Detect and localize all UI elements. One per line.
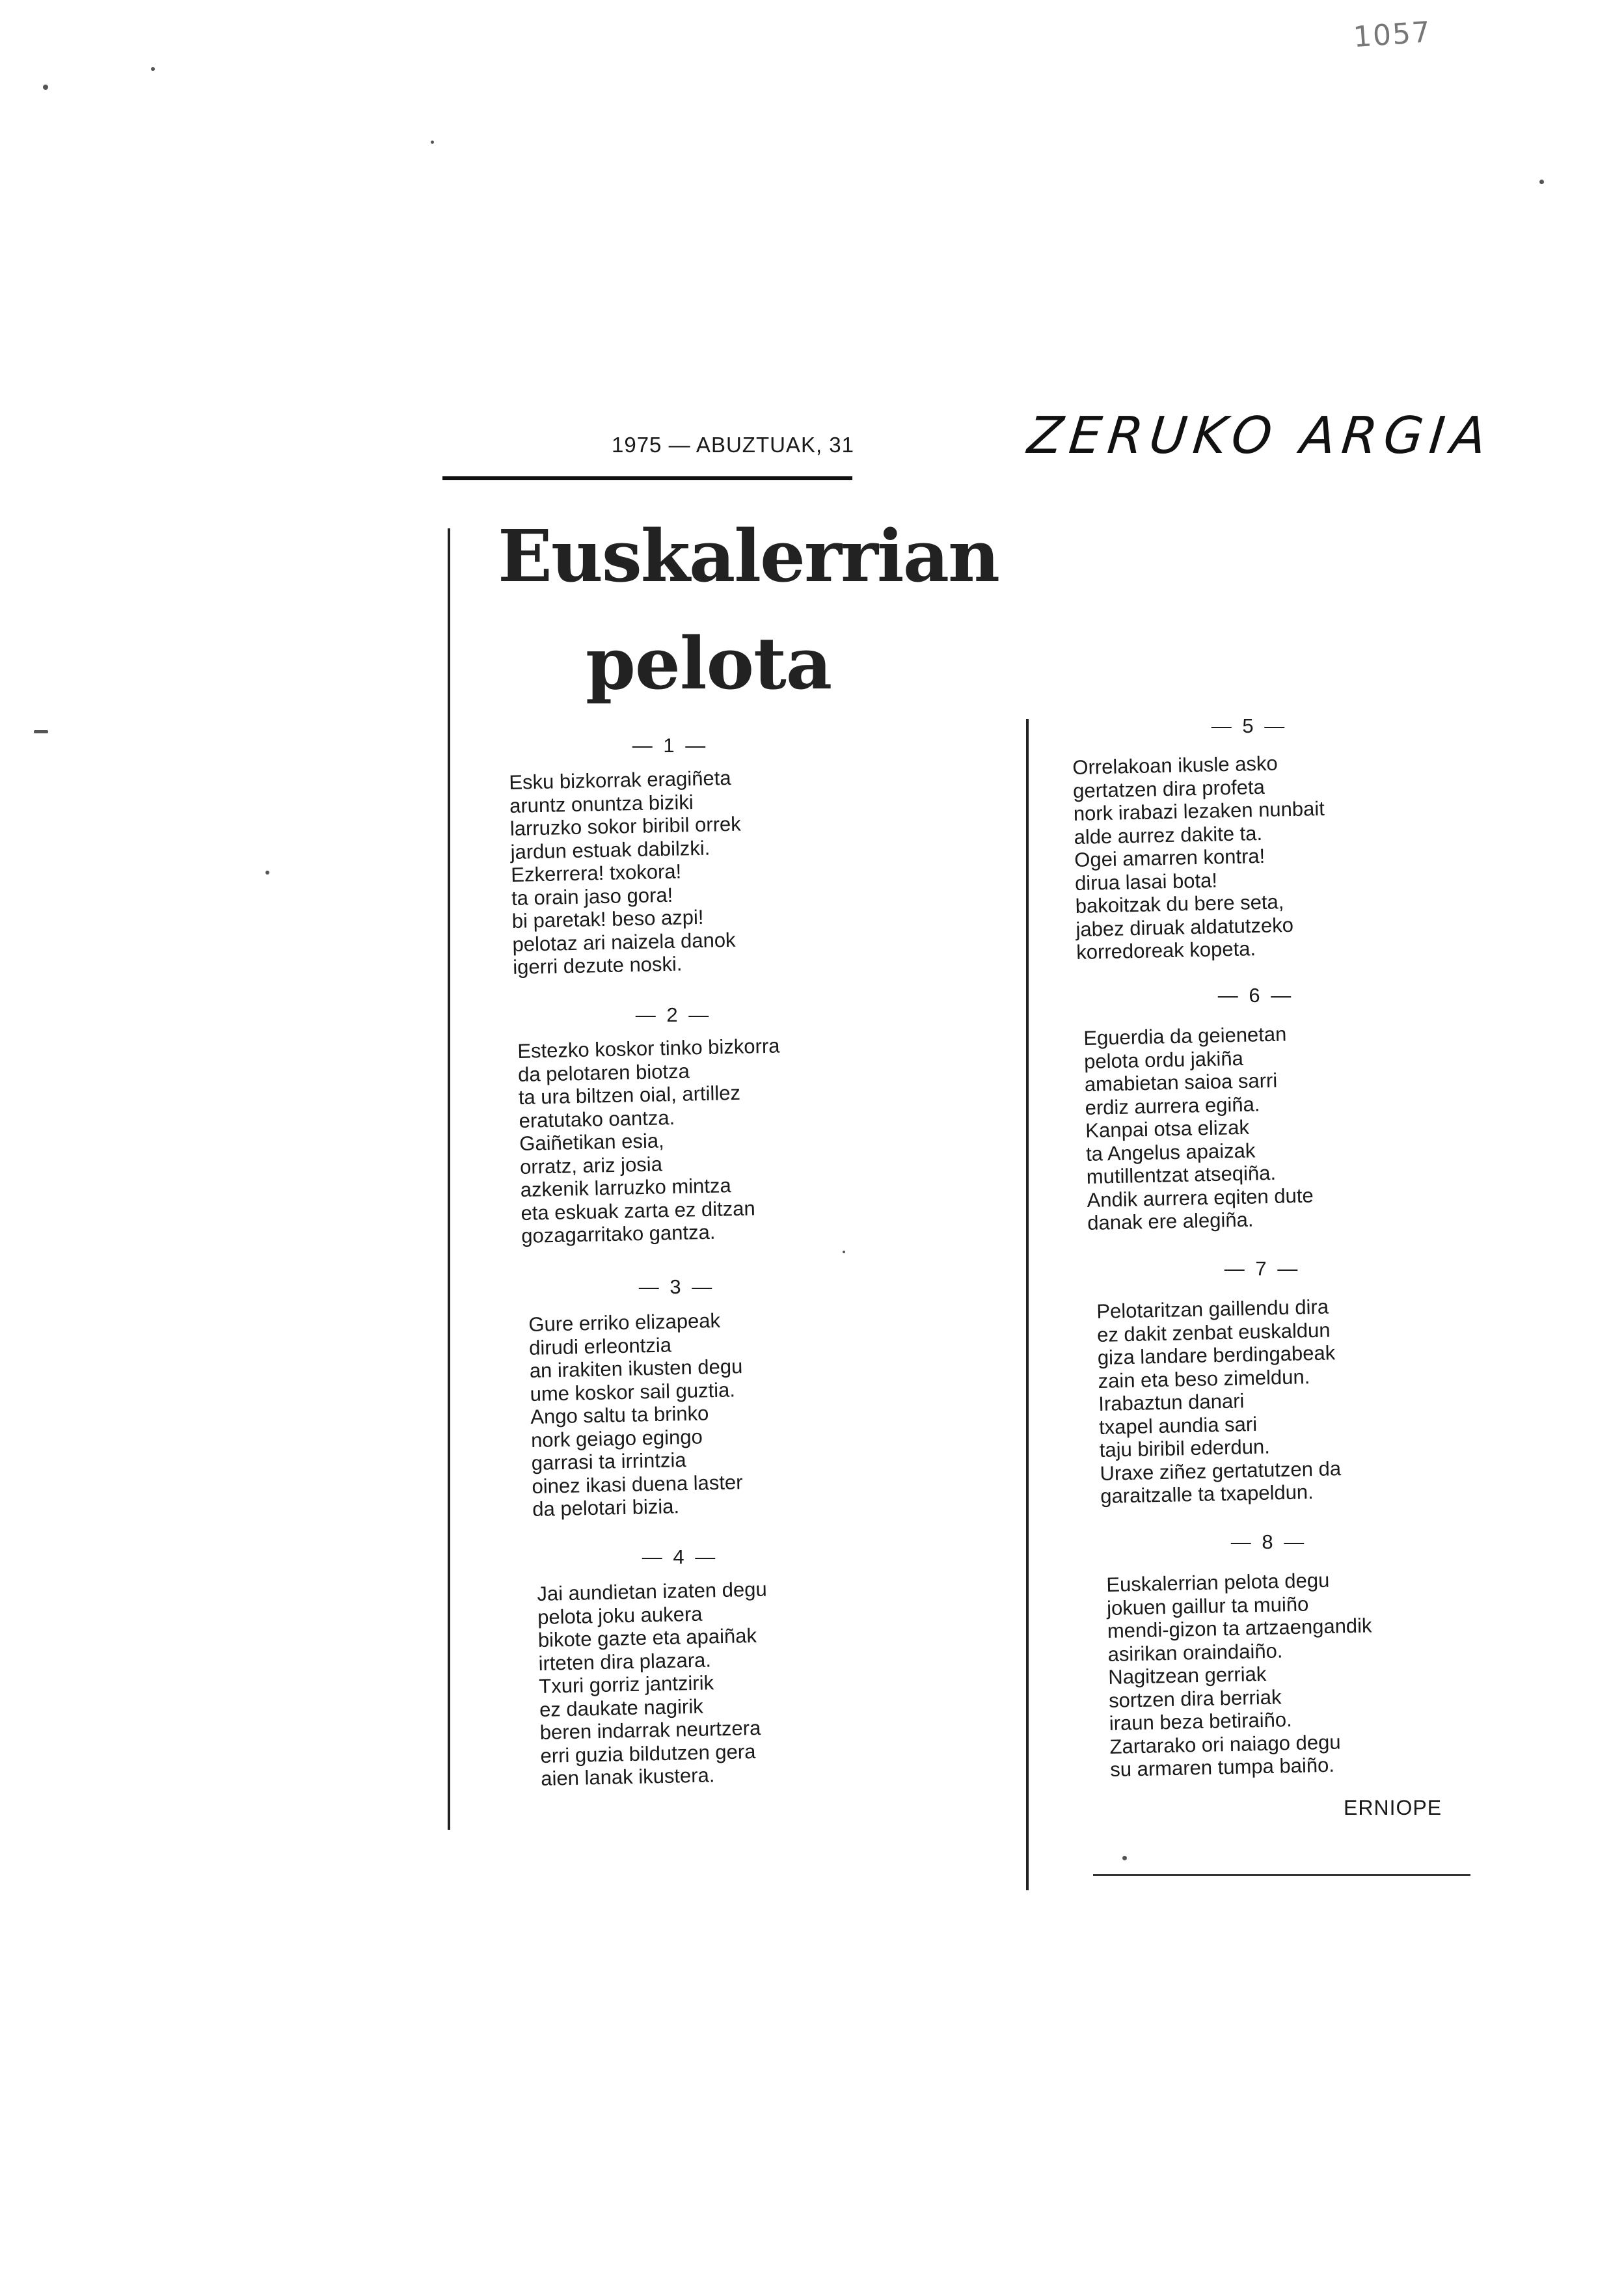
stanza-line: giza landare berdingabeak xyxy=(1097,1341,1336,1369)
stanza-line: asirikan oraindaiño. xyxy=(1107,1638,1283,1666)
stanza-line: jardun estuak dabilzki. xyxy=(510,836,710,863)
stanza-7 xyxy=(1096,1295,1342,1508)
article-title-line-1: Euskalerrian xyxy=(498,514,999,598)
stanza-line: Ango saltu ta brinko xyxy=(530,1402,709,1428)
stanza-line: Orrelakoan ikusle asko xyxy=(1072,752,1278,779)
publication-name-handwritten: ZERUKO ARGIA xyxy=(1025,407,1496,465)
stanza-line: garaitzalle ta txapeldun. xyxy=(1100,1480,1314,1508)
stanza-line: da pelotari bizia. xyxy=(532,1495,680,1521)
scan-speck xyxy=(151,67,155,71)
stanza-line: azkenik larruzko mintza xyxy=(520,1174,732,1201)
stanza-number: — 4 — xyxy=(642,1545,718,1568)
stanza-line: Ogei amarren kontra! xyxy=(1074,844,1265,871)
stanza-line: jabez diruak aldatutzeko xyxy=(1076,913,1294,941)
stanza-number: — 6 — xyxy=(1217,984,1294,1007)
stanza-line: an irakiten ikusten degu xyxy=(529,1355,743,1382)
stanza-line: nork irabazi lezaken nunbait xyxy=(1073,796,1325,825)
stanza-line: Ezkerrera! txokora! xyxy=(510,860,682,886)
stanza-line: txapel aundia sari xyxy=(1098,1412,1258,1439)
scan-speck xyxy=(1539,180,1544,184)
stanza-line: mendi-gizon ta artzaengandik xyxy=(1107,1614,1372,1642)
stanza-line: Estezko koskor tinko bizkorra xyxy=(517,1034,780,1063)
header-rule xyxy=(442,476,852,480)
stanza-line: danak ere alegiña. xyxy=(1087,1208,1254,1234)
scan-speck xyxy=(43,85,48,90)
scan-speck xyxy=(1122,1856,1127,1860)
stanza-line: aien lanak ikustera. xyxy=(540,1763,715,1790)
stanza-line: orratz, ariz josia xyxy=(519,1152,663,1178)
stanza-4 xyxy=(537,1578,771,1791)
stanza-line: Andik aurrera eqiten dute xyxy=(1087,1184,1314,1212)
stanza-line: Zartarako ori naiago degu xyxy=(1109,1730,1341,1758)
stanza-line: gertatzen dira profeta xyxy=(1072,775,1265,802)
stanza-2 xyxy=(517,1035,784,1248)
article-title-line-2: pelota xyxy=(586,621,832,705)
stanza-line: Kanpai otsa elizak xyxy=(1085,1115,1250,1142)
stanza-8 xyxy=(1106,1568,1375,1781)
stanza-line: dirua lasai bota! xyxy=(1074,868,1218,895)
stanza-line: beren indarrak neurtzera xyxy=(539,1716,761,1744)
stanza-line: ume koskor sail guztia. xyxy=(530,1378,736,1406)
stanza-line: da pelotaren biotza xyxy=(517,1059,690,1086)
column-rule-left xyxy=(448,528,450,1830)
stanza-line: erdiz aurrera egiña. xyxy=(1085,1092,1260,1119)
stanza-line: nork geiago egingo xyxy=(530,1424,703,1452)
stanza-line: dirudi erleontzia xyxy=(528,1333,672,1359)
stanza-line: igerri dezute noski. xyxy=(512,952,683,979)
stanza-line: Esku bizkorrak eragiñeta xyxy=(509,766,731,794)
stanza-line: irteten dira plazara. xyxy=(538,1648,712,1675)
stanza-line: taju biribil ederdun. xyxy=(1099,1435,1271,1461)
stanza-line: oinez ikasi duena laster xyxy=(532,1470,743,1498)
stanza-line: Txuri gorriz jantzirik xyxy=(538,1671,714,1698)
stanza-line: sortzen dira berriak xyxy=(1108,1685,1282,1712)
stanza-3 xyxy=(528,1309,746,1521)
stanza-line: Gaiñetikan esia, xyxy=(519,1129,664,1155)
stanza-number: — 8 — xyxy=(1230,1530,1307,1553)
stanza-line: larruzko sokor biribil orrek xyxy=(509,812,742,840)
stanza-5 xyxy=(1072,751,1328,964)
stanza-line: Eguerdia da geienetan xyxy=(1083,1022,1287,1050)
stanza-line: Uraxe ziñez gertatutzen da xyxy=(1100,1456,1342,1485)
stanza-number: — 7 — xyxy=(1224,1257,1301,1280)
stanza-line: ez dakit zenbat euskaldun xyxy=(1096,1318,1331,1346)
stanza-6 xyxy=(1083,1022,1314,1235)
stanza-line: ez daukate nagirik xyxy=(539,1694,704,1721)
stanza-1 xyxy=(509,767,744,979)
stanza-line: erri guzia bildutzen gera xyxy=(540,1739,756,1767)
stanza-line: Euskalerrian pelota degu xyxy=(1106,1568,1330,1596)
author-signature: ERNIOPE xyxy=(1344,1796,1442,1819)
stanza-line: jokuen gaillur ta muiño xyxy=(1106,1592,1309,1620)
stanza-line: korredoreak kopeta. xyxy=(1076,937,1256,964)
scan-speck xyxy=(431,141,434,144)
stanza-line: Jai aundietan izaten degu xyxy=(537,1577,767,1605)
stanza-line: ta ura biltzen oial, artillez xyxy=(518,1081,741,1109)
stanza-line: bi paretak! beso azpi! xyxy=(511,905,704,932)
stanza-number: — 5 — xyxy=(1211,714,1288,737)
stanza-number: — 1 — xyxy=(632,734,709,757)
stanza-line: ta orain jaso gora! xyxy=(511,883,673,910)
stanza-line: eratutako oantza. xyxy=(519,1106,675,1132)
column-rule-bottom xyxy=(1093,1874,1470,1876)
issue-date: 1975 — ABUZTUAK, 31 xyxy=(612,433,854,457)
stanza-line: su armaren tumpa baiño. xyxy=(1109,1753,1335,1781)
scan-speck xyxy=(843,1251,845,1253)
stanza-line: ta Angelus apaizak xyxy=(1085,1139,1256,1165)
stanza-number: — 3 — xyxy=(638,1275,715,1298)
stanza-line: garrasi ta irrintzia xyxy=(531,1448,686,1474)
stanza-line: Nagitzean gerriak xyxy=(1107,1662,1267,1689)
stanza-line: eta eskuak zarta ez ditzan xyxy=(521,1196,756,1225)
stanza-line: gozagarritako gantza. xyxy=(521,1220,716,1247)
stanza-line: mutillentzat atseqiña. xyxy=(1086,1161,1277,1188)
stanza-line: amabietan saioa sarri xyxy=(1084,1068,1278,1096)
stanza-line: iraun beza betiraiño. xyxy=(1109,1708,1293,1735)
scan-speck xyxy=(34,730,48,733)
stanza-line: bakoitzak du bere seta, xyxy=(1075,890,1284,917)
archive-number: 1057 xyxy=(1352,15,1433,55)
stanza-line: alde aurrez dakite ta. xyxy=(1074,821,1263,849)
stanza-number: — 2 — xyxy=(635,1003,712,1026)
stanza-line: Irabaztun danari xyxy=(1098,1389,1245,1415)
stanza-line: Pelotaritzan gaillendu dira xyxy=(1096,1295,1329,1323)
stanza-line: pelota joku aukera xyxy=(537,1602,703,1629)
stanza-line: bikote gazte eta apaiñak xyxy=(537,1623,757,1651)
stanza-line: aruntz onuntza biziki xyxy=(509,790,694,817)
scan-speck xyxy=(265,871,269,875)
stanza-line: pelota ordu jakiña xyxy=(1083,1046,1244,1073)
stanza-line: pelotaz ari naizela danok xyxy=(512,928,736,956)
stanza-line: Gure erriko elizapeak xyxy=(528,1309,721,1336)
stanza-line: zain eta beso zimeldun. xyxy=(1098,1365,1310,1392)
column-rule-right xyxy=(1026,719,1029,1890)
